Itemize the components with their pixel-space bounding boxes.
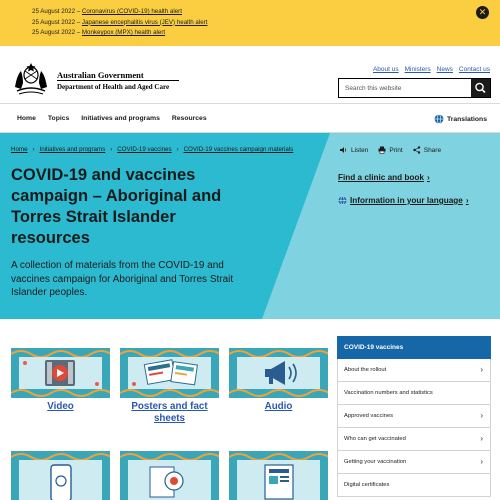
sidebar-item-who-can-get-vaccinated[interactable]: Who can get vaccinated ›: [337, 428, 491, 451]
utility-links: [373, 66, 490, 73]
posters-thumbnail-art: [120, 348, 219, 398]
chevron-right-icon: ›: [426, 173, 430, 182]
resource-tile[interactable]: [229, 451, 328, 500]
hero-banner: [0, 133, 500, 319]
alert-link-covid[interactable]: Coronavirus (COVID-19) health alert: [81, 8, 182, 15]
phone-thumbnail: [11, 451, 110, 500]
close-icon[interactable]: ✕: [476, 6, 489, 19]
resource-tile[interactable]: [120, 451, 219, 500]
sidebar-item-vaccination-numbers[interactable]: Vaccination numbers and statistics: [337, 382, 491, 405]
coat-of-arms-logo[interactable]: [11, 61, 51, 97]
nav-item-topics[interactable]: Topics: [47, 115, 70, 122]
video-tile[interactable]: [11, 348, 110, 413]
share-button[interactable]: [413, 146, 441, 154]
search-button[interactable]: [471, 79, 490, 97]
find-clinic-label: Find a clinic and book: [338, 173, 424, 182]
chevron-right-icon: ›: [480, 365, 483, 374]
news-link[interactable]: News: [436, 66, 453, 73]
tga-thumbnail-art: [120, 451, 219, 500]
printer-icon: [378, 146, 386, 154]
page-title: COVID-19 and vaccines campaign – Aboriginal and Torres Strait Islander resources: [11, 166, 222, 247]
audio-link[interactable]: Audio: [264, 401, 293, 412]
translations-button[interactable]: [434, 114, 487, 124]
info-language-label: Information in your language: [350, 196, 463, 205]
sidebar-item-getting-vaccination[interactable]: Getting your vaccination ›: [337, 451, 491, 474]
alert-item: 25 August 2022 – Japanese encephalitis virus (JEV) health alert: [32, 18, 208, 26]
nav-items: [17, 115, 207, 122]
government-name: Australian Government: [57, 70, 144, 80]
breadcrumb-home[interactable]: Home: [11, 146, 28, 153]
chevron-right-icon: ›: [480, 457, 483, 466]
video-link[interactable]: Video: [47, 401, 74, 412]
search-input[interactable]: [339, 79, 471, 97]
alert-link-mpx[interactable]: Monkeypox (MPX) health alert: [81, 29, 166, 36]
main-nav: [0, 105, 500, 133]
about-us-link[interactable]: About us: [372, 66, 399, 73]
resource-tile[interactable]: [11, 451, 110, 500]
phone-thumbnail-art: [11, 451, 110, 500]
find-clinic-link[interactable]: [338, 173, 430, 182]
sidebar-item-digital-certificates[interactable]: Digital certificates: [337, 474, 491, 497]
listen-label: Listen: [351, 146, 369, 154]
chevron-right-icon: ›: [480, 434, 483, 443]
chevron-right-icon: ›: [465, 196, 469, 205]
audio-thumbnail: [229, 348, 328, 398]
sidebar-item-approved-vaccines[interactable]: Approved vaccines ›: [337, 405, 491, 428]
page-tools: [340, 146, 441, 154]
nav-item-initiatives[interactable]: Initiatives and programs: [81, 115, 160, 122]
translations-label: Translations: [446, 115, 487, 123]
speaker-icon: [340, 146, 348, 154]
print-label: Print: [389, 146, 403, 154]
listen-button[interactable]: [340, 146, 368, 154]
alert-list: [32, 7, 207, 39]
information-in-your-language-link[interactable]: [338, 196, 469, 205]
video-thumbnail-art: [11, 348, 110, 398]
sidebar-nav: [337, 336, 491, 497]
ministers-link[interactable]: Ministers: [404, 66, 431, 73]
sidebar-item-about-rollout[interactable]: About the rollout ›: [337, 359, 491, 382]
news-thumbnail: [229, 451, 328, 500]
breadcrumb-separator: ›: [32, 146, 35, 153]
news-thumbnail-art: [229, 451, 328, 500]
tga-thumbnail: [120, 451, 219, 500]
contact-us-link[interactable]: Contact us: [458, 66, 490, 73]
posters-link[interactable]: Posters and fact sheets: [131, 401, 208, 424]
breadcrumb-separator: ›: [110, 146, 113, 153]
breadcrumb: [11, 146, 293, 153]
alert-item: 25 August 2022 – Monkeypox (MPX) health alert: [32, 29, 166, 36]
breadcrumb-covid-vaccines[interactable]: COVID-19 vaccines: [117, 146, 172, 153]
breadcrumb-campaign-materials[interactable]: COVID-19 vaccines campaign materials: [183, 146, 294, 153]
divider: [57, 80, 179, 81]
sidebar-heading[interactable]: COVID-19 vaccines: [337, 336, 491, 359]
search-box: [338, 78, 491, 98]
nav-item-resources[interactable]: Resources: [171, 115, 207, 122]
audio-tile[interactable]: [229, 348, 328, 413]
share-label: Share: [423, 146, 442, 154]
search-icon: [471, 79, 490, 97]
alert-item: 25 August 2022 – Coronavirus (COVID-19) health alert: [32, 8, 182, 15]
health-alert-bar: [0, 0, 500, 46]
chevron-right-icon: ›: [480, 411, 483, 420]
site-header: [0, 46, 500, 104]
video-thumbnail: [11, 348, 110, 398]
posters-thumbnail: [120, 348, 219, 398]
globe-icon: [338, 196, 347, 205]
page-description: A collection of materials from the COVID-19 and vaccines campaign for Aboriginal and Torres Strait Islander peoples.: [11, 260, 234, 298]
nav-item-home[interactable]: Home: [17, 115, 36, 122]
alert-link-jev[interactable]: Japanese encephalitis virus (JEV) health alert: [81, 18, 208, 26]
audio-thumbnail-art: [229, 348, 328, 398]
breadcrumb-initiatives[interactable]: Initiatives and programs: [39, 146, 106, 153]
share-icon: [413, 146, 421, 154]
department-name: Department of Health and Aged Care: [57, 83, 170, 91]
globe-icon: [434, 114, 444, 124]
posters-tile[interactable]: [120, 348, 219, 425]
print-button[interactable]: [378, 146, 402, 154]
breadcrumb-separator: ›: [176, 146, 179, 153]
